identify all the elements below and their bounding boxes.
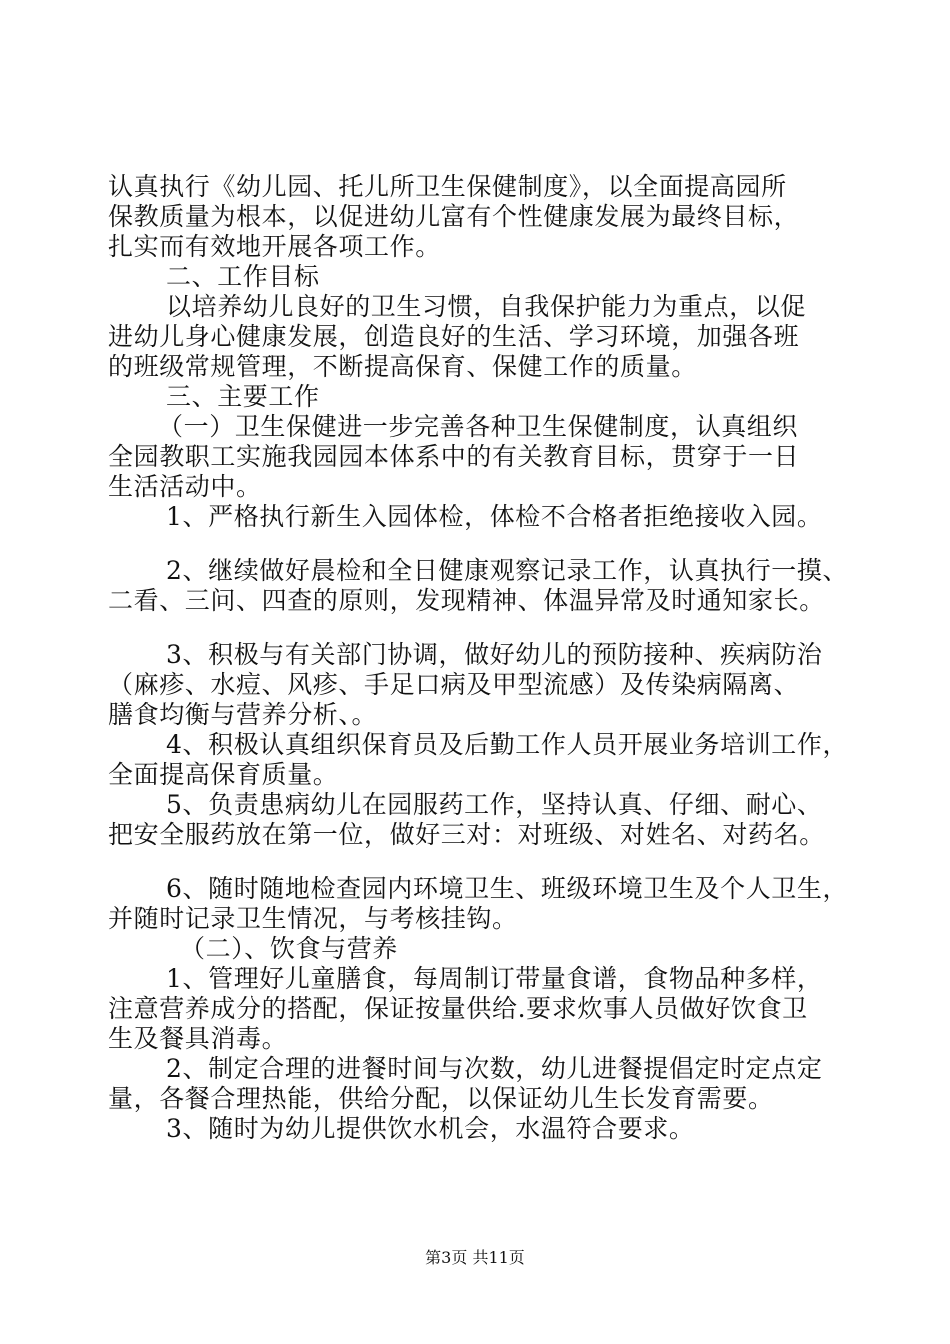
text-line: （麻疹、水痘、风疹、手足口病及甲型流感）及传染病隔离、: [108, 670, 800, 699]
list-item: 1、严格执行新生入园体检，体检不合格者拒绝接收入园。: [166, 502, 823, 531]
text-line: 并随时记录卫生情况，与考核挂钩。: [108, 904, 518, 933]
text-line: 保教质量为根本，以促进幼儿富有个性健康发展为最终目标，: [108, 202, 800, 231]
text-line: 量，各餐合理热能，供给分配，以保证幼儿生长发育需要。: [108, 1084, 774, 1113]
text-line: 的班级常规管理，不断提高保育、保健工作的质量。: [108, 352, 697, 381]
list-item: 4、积极认真组织保育员及后勤工作人员开展业务培训工作，: [166, 730, 849, 759]
text-line: 生及餐具消毒。: [108, 1024, 288, 1053]
list-item: 2、继续做好晨检和全日健康观察记录工作，认真执行一摸、: [166, 556, 849, 585]
list-item: 3、随时为幼儿提供饮水机会，水温符合要求。: [166, 1114, 695, 1143]
list-item: 2、制定合理的进餐时间与次数，幼儿进餐提倡定时定点定: [166, 1054, 823, 1083]
list-item: 3、积极与有关部门协调，做好幼儿的预防接种、疾病防治: [166, 640, 823, 669]
text-line: 生活活动中。: [108, 472, 262, 501]
list-item: 1、管理好儿童膳食，每周制订带量食谱，食物品种多样，: [166, 964, 823, 993]
list-item: 5、负责患病幼儿在园服药工作，坚持认真、仔细、耐心、: [166, 790, 823, 819]
document-body: [108, 172, 848, 1144]
text-line: 认真执行《幼儿园、托儿所卫生保健制度》，以全面提高园所: [108, 172, 787, 201]
subsection-heading: （二）、饮食与营养: [180, 934, 398, 963]
subsection-heading: （一）卫生保健进一步完善各种卫生保健制度，认真组织: [158, 412, 799, 441]
text-line: 二看、三问、四查的原则，发现精神、体温异常及时通知家长。: [108, 586, 825, 615]
section-heading: 三、主要工作: [166, 382, 320, 411]
section-heading: 二、工作目标: [166, 262, 320, 291]
text-line: 扎实而有效地开展各项工作。: [108, 232, 441, 261]
list-item: 6、随时随地检查园内环境卫生、班级环境卫生及个人卫生，: [166, 874, 849, 903]
text-line: 膳食均衡与营养分析、。: [108, 700, 378, 729]
text-line: 注意营养成分的搭配，保证按量供给.要求炊事人员做好饮食卫: [108, 994, 808, 1023]
spacer: [108, 532, 848, 556]
page-number: 第3页 共11页: [425, 1248, 525, 1267]
text-line: 全面提高保育质量。: [108, 760, 339, 789]
spacer: [108, 850, 848, 874]
text-line: 进幼儿身心健康发展，创造良好的生活、学习环境，加强各班: [108, 322, 800, 351]
spacer: [108, 616, 848, 640]
text-line: 全园教职工实施我园园本体系中的有关教育目标，贯穿于一日: [108, 442, 800, 471]
text-line: 以培养幼儿良好的卫生习惯，自我保护能力为重点，以促: [166, 292, 807, 321]
text-line: 把安全服药放在第一位，做好三对：对班级、对姓名、对药名。: [108, 820, 825, 849]
